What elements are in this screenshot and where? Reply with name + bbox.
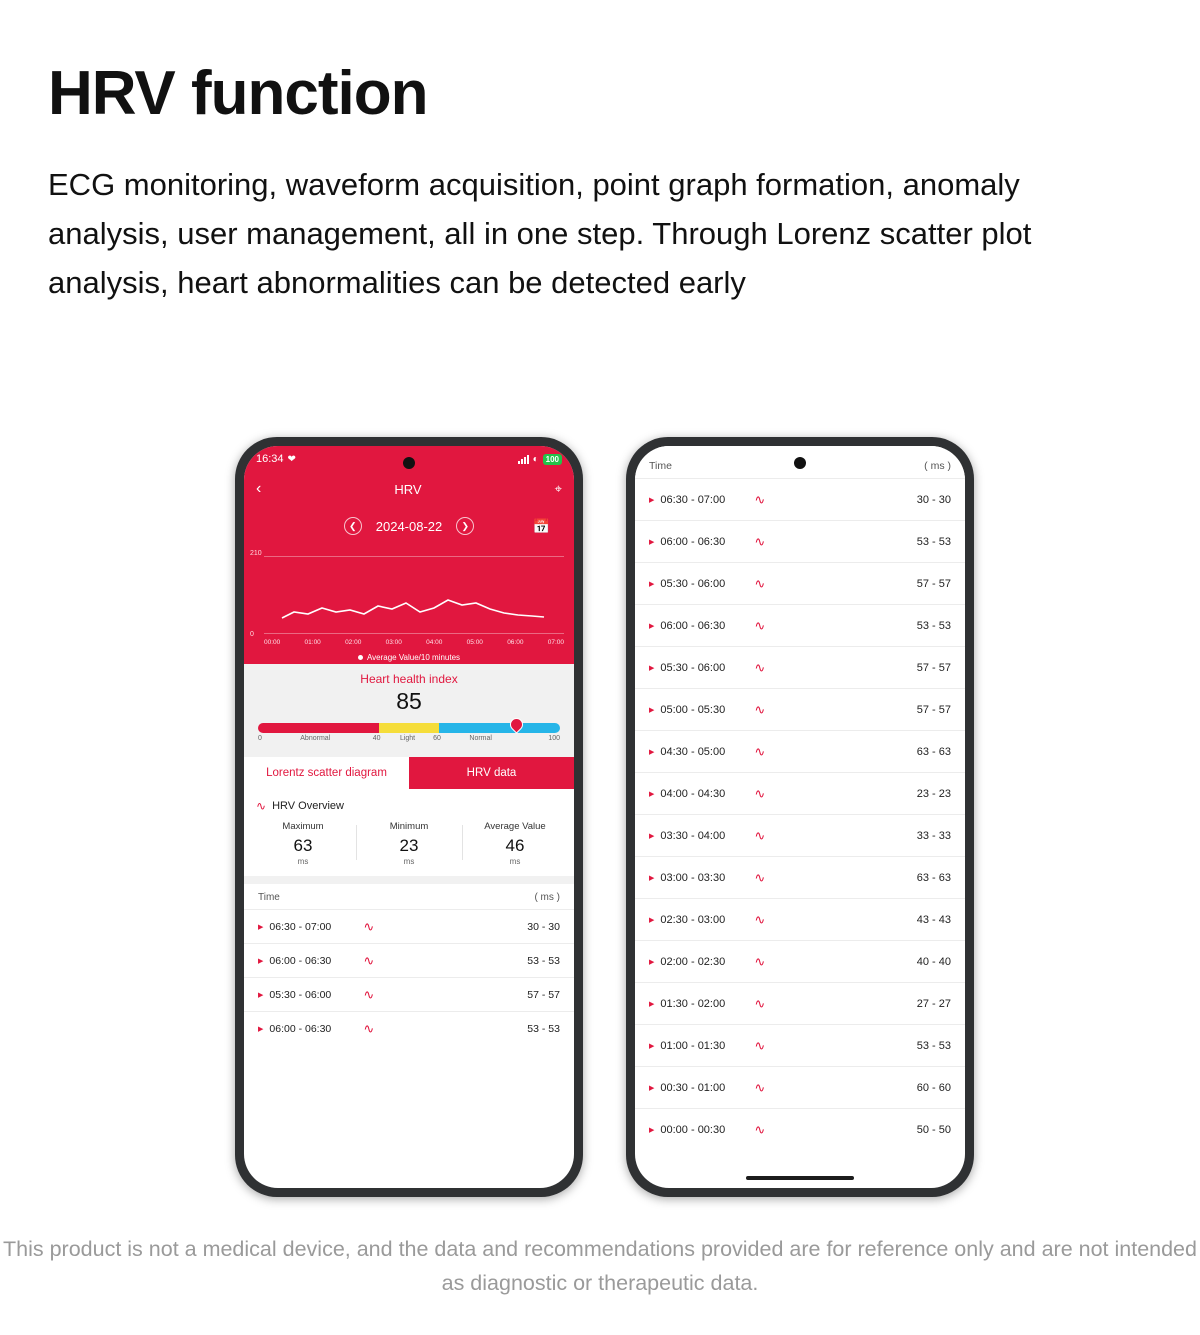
row-time: 00:30 - 01:00 xyxy=(660,1081,726,1094)
ecg-waveform-icon: ∿ xyxy=(754,1079,766,1095)
calendar-icon[interactable]: 📅 xyxy=(532,517,550,534)
table-row[interactable] xyxy=(635,646,965,688)
stat-maximum xyxy=(250,821,356,866)
stat-unit: ms xyxy=(297,857,309,866)
gauge-label-normal: Normal xyxy=(469,735,492,742)
expand-triangle-icon[interactable]: ▶ xyxy=(649,832,655,840)
row-time: 05:30 - 06:00 xyxy=(660,577,726,590)
row-time: 06:00 - 06:30 xyxy=(660,619,726,632)
phone-screen-left xyxy=(244,446,574,1188)
table-row[interactable] xyxy=(635,898,965,940)
tab-hrv-data[interactable]: HRV data xyxy=(409,757,574,789)
expand-triangle-icon[interactable]: ▶ xyxy=(649,790,655,798)
row-time: 05:30 - 06:00 xyxy=(269,988,332,1001)
ecg-waveform-icon: ∿ xyxy=(754,533,766,549)
row-time: 01:00 - 01:30 xyxy=(660,1039,726,1052)
table-row[interactable] xyxy=(635,478,965,520)
title-bar xyxy=(244,472,574,506)
expand-triangle-icon[interactable]: ▶ xyxy=(649,874,655,882)
chart-x-label: 03:00 xyxy=(385,639,402,646)
stat-minimum xyxy=(356,821,462,866)
app-header xyxy=(244,446,574,664)
row-value: 57 - 57 xyxy=(916,577,951,590)
table-row[interactable] xyxy=(635,772,965,814)
row-time: 02:00 - 02:30 xyxy=(660,955,726,968)
ecg-waveform-icon: ∿ xyxy=(363,986,375,1002)
expand-triangle-icon[interactable]: ▶ xyxy=(649,748,655,756)
row-value: 30 - 30 xyxy=(527,920,560,933)
expand-triangle-icon[interactable]: ▶ xyxy=(649,664,655,672)
ecg-waveform-icon: ∿ xyxy=(363,1020,375,1036)
gauge-segment-light xyxy=(379,723,439,733)
row-time: 05:30 - 06:00 xyxy=(660,661,726,674)
row-value: 43 - 43 xyxy=(916,913,951,926)
row-time: 04:00 - 04:30 xyxy=(660,787,726,800)
stat-label: Maximum xyxy=(282,821,324,832)
chart-x-label: 04:00 xyxy=(426,639,443,646)
column-header-value: ( ms ) xyxy=(924,460,951,472)
column-header-time: Time xyxy=(649,460,672,472)
row-value: 53 - 53 xyxy=(916,1039,951,1052)
chart-x-label: 06:00 xyxy=(507,639,524,646)
ecg-waveform-icon: ∿ xyxy=(754,1121,766,1137)
selected-date: 2024-08-22 xyxy=(375,518,443,534)
front-camera-icon xyxy=(794,457,806,469)
column-header-value: ( ms ) xyxy=(534,892,560,903)
row-value: 53 - 53 xyxy=(916,619,951,632)
row-time: 06:30 - 07:00 xyxy=(660,493,726,506)
expand-triangle-icon[interactable]: ▶ xyxy=(649,958,655,966)
home-indicator xyxy=(746,1176,854,1180)
expand-triangle-icon[interactable]: ▶ xyxy=(649,1084,655,1092)
phone-screen-right xyxy=(635,446,965,1188)
table-row[interactable] xyxy=(635,814,965,856)
ecg-waveform-icon: ∿ xyxy=(754,827,766,843)
chart-x-label: 01:00 xyxy=(304,639,321,646)
signal-bars-icon xyxy=(518,455,529,464)
table-row[interactable] xyxy=(635,562,965,604)
gauge-marker-icon xyxy=(510,718,521,733)
row-time: 06:00 - 06:30 xyxy=(269,1022,332,1035)
health-index-score: 85 xyxy=(396,688,422,714)
status-bar-left xyxy=(256,453,296,465)
stat-label: Average Value xyxy=(484,821,546,832)
row-time: 06:00 - 06:30 xyxy=(269,954,332,967)
row-value: 50 - 50 xyxy=(916,1123,951,1136)
row-value: 60 - 60 xyxy=(916,1081,951,1094)
table-row[interactable] xyxy=(244,1011,574,1045)
chart-x-labels xyxy=(264,639,564,646)
expand-triangle-icon[interactable]: ▶ xyxy=(258,957,264,965)
battery-badge: 100 xyxy=(543,454,562,465)
health-gauge xyxy=(258,723,560,733)
chart-y-max-label: 210 xyxy=(250,550,262,557)
ecg-waveform-icon: ∿ xyxy=(363,918,375,934)
status-bar-right xyxy=(518,454,562,465)
ecg-waveform-icon: ∿ xyxy=(754,1037,766,1053)
row-value: 57 - 57 xyxy=(916,703,951,716)
table-row[interactable] xyxy=(635,688,965,730)
page-title: HRV function xyxy=(48,59,428,128)
ecg-icon: ∿ xyxy=(256,799,267,813)
wifi-icon: ◐ xyxy=(532,453,539,465)
date-selector xyxy=(244,506,574,546)
row-value: 53 - 53 xyxy=(527,1022,560,1035)
chart-line-series xyxy=(264,556,554,636)
expand-triangle-icon[interactable]: ▶ xyxy=(258,1025,264,1033)
date-next-button[interactable]: ❯ xyxy=(456,517,474,535)
gauge-label-light: Light xyxy=(399,735,416,742)
table-row[interactable] xyxy=(635,940,965,982)
expand-triangle-icon[interactable]: ▶ xyxy=(258,991,264,999)
row-time: 03:00 - 03:30 xyxy=(660,871,726,884)
expand-triangle-icon[interactable]: ▶ xyxy=(649,538,655,546)
gauge-segment-abnormal xyxy=(258,723,379,733)
chart-x-label: 05:00 xyxy=(466,639,483,646)
column-header-time: Time xyxy=(258,892,280,903)
chevron-left-icon[interactable]: ‹ xyxy=(256,480,262,497)
gauge-scale-labels xyxy=(258,735,560,747)
table-row[interactable] xyxy=(635,1024,965,1066)
row-time: 02:30 - 03:00 xyxy=(660,913,726,926)
table-row[interactable] xyxy=(244,909,574,943)
ecg-waveform-icon: ∿ xyxy=(754,869,766,885)
expand-triangle-icon[interactable]: ▶ xyxy=(649,622,655,630)
row-value: 23 - 23 xyxy=(916,787,951,800)
ecg-waveform-icon: ∿ xyxy=(754,491,766,507)
legend-label: Average Value/10 minutes xyxy=(366,653,461,662)
row-value: 53 - 53 xyxy=(916,535,951,548)
heart-health-index xyxy=(244,664,574,757)
tab-lorentz-scatter-diagram[interactable]: Lorentz scatter diagram xyxy=(244,757,409,789)
chart-x-label: 00:00 xyxy=(264,639,281,646)
row-value: 57 - 57 xyxy=(527,988,560,1001)
expand-triangle-icon[interactable]: ▶ xyxy=(649,496,655,504)
stat-value: 23 xyxy=(399,836,419,855)
table-row[interactable] xyxy=(635,982,965,1024)
expand-triangle-icon[interactable]: ▶ xyxy=(649,1042,655,1050)
ecg-waveform-icon: ∿ xyxy=(754,617,766,633)
row-time: 00:00 - 00:30 xyxy=(660,1123,726,1136)
chart-x-label: 02:00 xyxy=(345,639,362,646)
row-value: 57 - 57 xyxy=(916,661,951,674)
expand-triangle-icon[interactable]: ▶ xyxy=(258,923,264,931)
table-row[interactable] xyxy=(635,520,965,562)
row-value: 27 - 27 xyxy=(916,997,951,1010)
gauge-segment-normal xyxy=(439,723,560,733)
stat-average-value xyxy=(462,821,568,866)
ecg-waveform-icon: ∿ xyxy=(754,743,766,759)
ecg-waveform-icon: ∿ xyxy=(363,952,375,968)
chart-legend xyxy=(244,653,574,662)
stat-unit: ms xyxy=(403,857,415,866)
row-value: 33 - 33 xyxy=(916,829,951,842)
expand-triangle-icon[interactable]: ▶ xyxy=(649,1126,655,1134)
heart-icon: ❤ xyxy=(287,453,296,465)
table-row[interactable] xyxy=(244,977,574,1011)
stat-unit: ms xyxy=(509,857,521,866)
section-divider xyxy=(244,876,574,884)
chart-y-min-label: 0 xyxy=(250,631,254,638)
table-row[interactable] xyxy=(635,856,965,898)
row-value: 40 - 40 xyxy=(916,955,951,968)
expand-triangle-icon[interactable]: ▶ xyxy=(649,916,655,924)
share-icon[interactable]: ⌖ xyxy=(554,481,562,496)
stat-value: 63 xyxy=(293,836,313,855)
ecg-waveform-icon: ∿ xyxy=(754,659,766,675)
row-time: 06:30 - 07:00 xyxy=(269,920,332,933)
hrv-overview-header xyxy=(244,789,574,817)
gauge-label-abnormal: Abnormal xyxy=(300,735,331,742)
row-value: 63 - 63 xyxy=(916,745,951,758)
screen-title: HRV xyxy=(394,481,422,497)
expand-triangle-icon[interactable]: ▶ xyxy=(649,580,655,588)
date-prev-button[interactable]: ❮ xyxy=(344,517,362,535)
row-time: 04:30 - 05:00 xyxy=(660,745,726,758)
ecg-waveform-icon: ∿ xyxy=(754,701,766,717)
ecg-waveform-icon: ∿ xyxy=(754,995,766,1011)
row-time: 01:30 - 02:00 xyxy=(660,997,726,1010)
disclaimer-text: This product is not a medical device, and the data and recommendations provided are for reference only and are not intended as diagnostic or therapeutic data. xyxy=(3,1237,1197,1295)
gauge-label-min: 0 xyxy=(258,735,262,742)
table-row[interactable] xyxy=(244,943,574,977)
row-value: 63 - 63 xyxy=(916,871,951,884)
table-row[interactable] xyxy=(635,604,965,646)
ecg-waveform-icon: ∿ xyxy=(754,785,766,801)
phone-mockup-left xyxy=(235,437,583,1197)
chart-x-label: 07:00 xyxy=(547,639,564,646)
table-row[interactable] xyxy=(635,1066,965,1108)
gauge-label-60: 60 xyxy=(433,735,441,742)
row-time: 06:00 - 06:30 xyxy=(660,535,726,548)
stat-label: Minimum xyxy=(389,821,429,832)
gauge-label-max: 100 xyxy=(548,735,560,742)
hrv-table-header xyxy=(244,884,574,909)
table-row[interactable] xyxy=(635,730,965,772)
tab-bar xyxy=(244,757,574,789)
hrv-chart xyxy=(244,546,574,664)
ecg-waveform-icon: ∿ xyxy=(754,911,766,927)
health-index-title: Heart health index xyxy=(360,672,458,686)
row-time: 05:00 - 05:30 xyxy=(660,703,726,716)
expand-triangle-icon[interactable]: ▶ xyxy=(649,1000,655,1008)
phone-mockup-right xyxy=(626,437,974,1197)
front-camera-icon xyxy=(403,457,415,469)
table-row[interactable] xyxy=(635,1108,965,1150)
expand-triangle-icon[interactable]: ▶ xyxy=(649,706,655,714)
status-time: 16:34 xyxy=(256,453,284,465)
row-time: 03:30 - 04:00 xyxy=(660,829,726,842)
row-value: 53 - 53 xyxy=(527,954,560,967)
row-value: 30 - 30 xyxy=(916,493,951,506)
ecg-waveform-icon: ∿ xyxy=(754,953,766,969)
ecg-waveform-icon: ∿ xyxy=(754,575,766,591)
page-description: ECG monitoring, waveform acquisition, point graph formation, anomaly analysis, user management, all in one step. Through Lorenz scatter plot analysis, heart abnormalities can be detected early xyxy=(48,167,1032,300)
hrv-overview-stats xyxy=(244,817,574,876)
gauge-label-40: 40 xyxy=(372,735,381,742)
hrv-overview-title: HRV Overview xyxy=(272,800,344,812)
stat-value: 46 xyxy=(505,836,525,855)
legend-dot-icon xyxy=(358,655,363,660)
